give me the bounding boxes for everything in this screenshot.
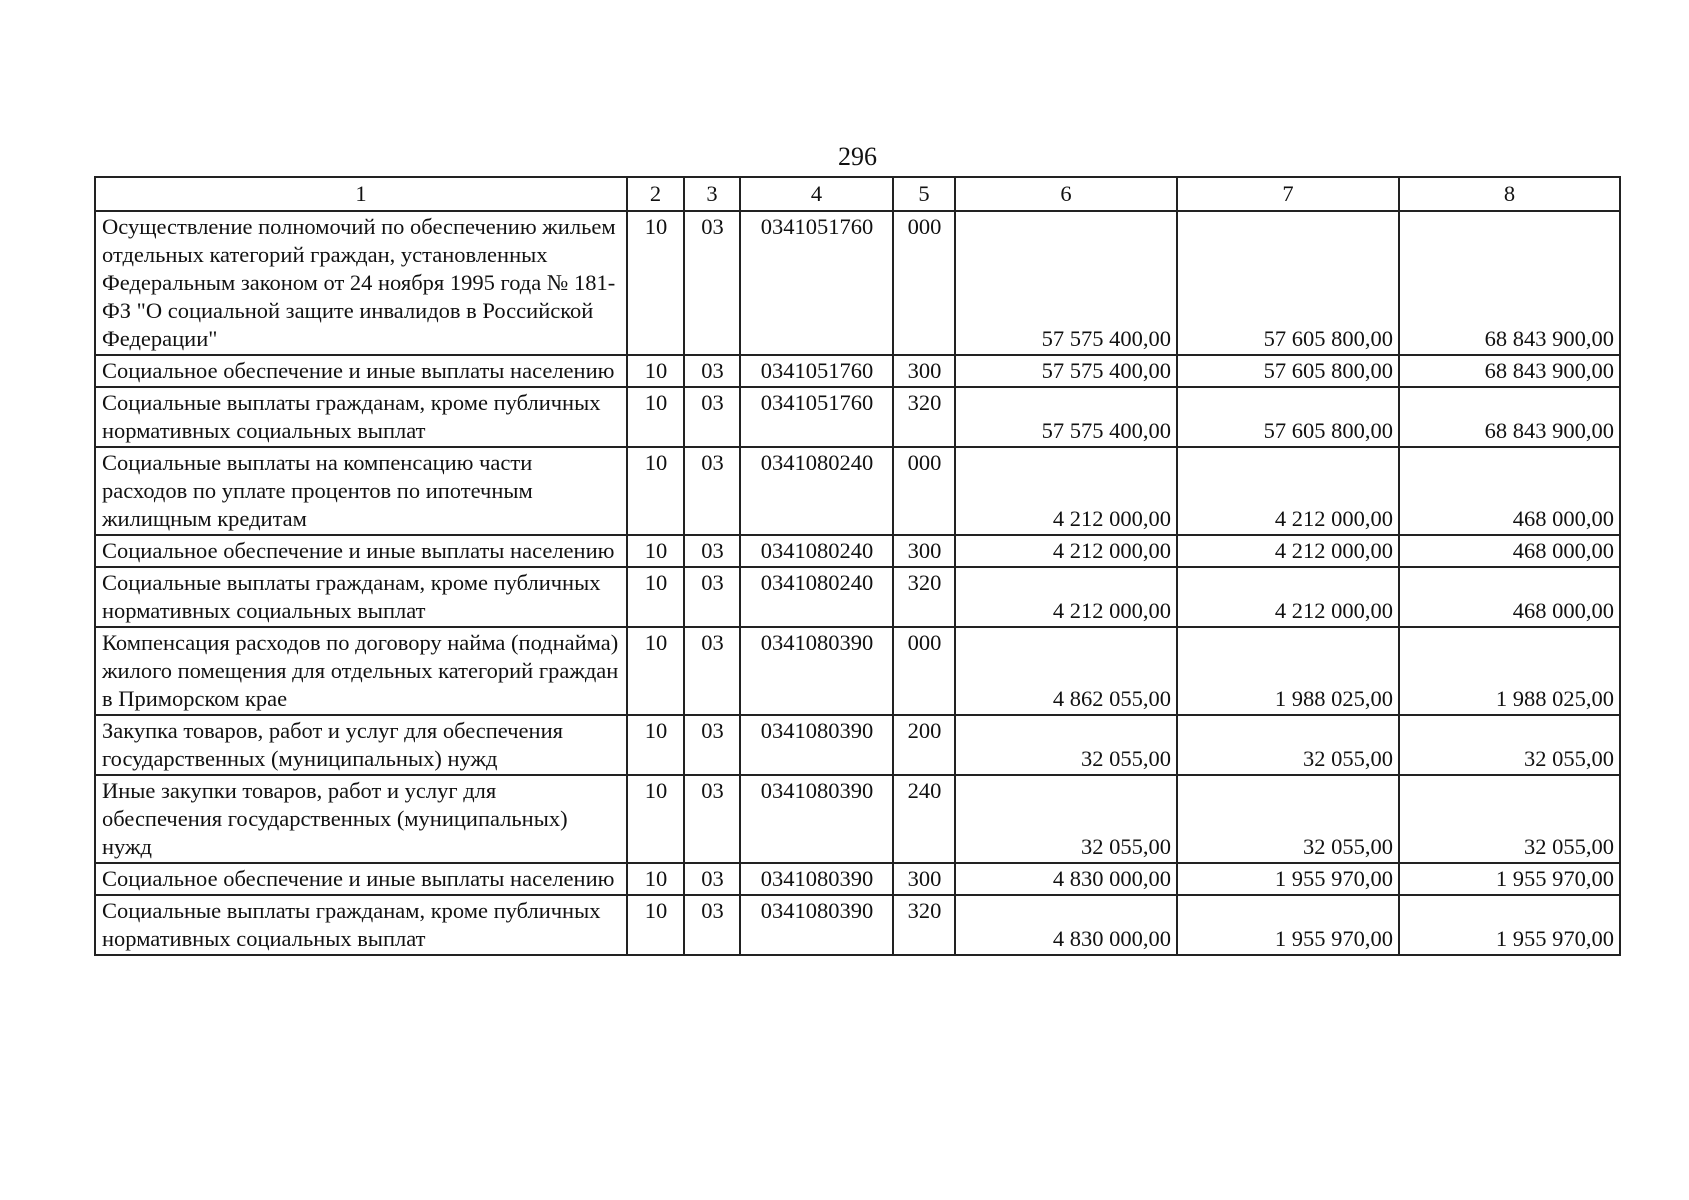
amount-year-3-cell: 32 055,00 [1399, 775, 1620, 863]
amount-year-2-cell: 4 212 000,00 [1177, 447, 1399, 535]
column-header: 2 [627, 177, 684, 211]
section-code-cell: 10 [627, 775, 684, 863]
expense-type-cell: 300 [893, 535, 955, 567]
target-article-cell: 0341051760 [740, 355, 893, 387]
amount-year-3-cell: 468 000,00 [1399, 447, 1620, 535]
amount-year-2-cell: 1 955 970,00 [1177, 863, 1399, 895]
amount-year-3-cell: 1 955 970,00 [1399, 863, 1620, 895]
amount-year-3-cell: 68 843 900,00 [1399, 355, 1620, 387]
page-number: 296 [838, 142, 877, 171]
amount-year-2-cell: 32 055,00 [1177, 775, 1399, 863]
subsection-code-cell: 03 [684, 895, 740, 955]
amount-year-1-cell: 4 830 000,00 [955, 895, 1177, 955]
table-row [95, 387, 1620, 447]
expense-name-cell: Иные закупки товаров, работ и услуг для обеспечения государственных (муниципальных) нужд [95, 775, 627, 863]
subsection-code-cell: 03 [684, 211, 740, 355]
amount-year-3-cell: 468 000,00 [1399, 535, 1620, 567]
expense-name-cell: Осуществление полномочий по обеспечению жильем отдельных категорий граждан, установленных Федеральным законом от 24 ноября 1995 года № 181-ФЗ "О социальной защите инвалидов в Российской Федерации" [95, 211, 627, 355]
subsection-code-cell: 03 [684, 387, 740, 447]
target-article-cell: 0341080390 [740, 715, 893, 775]
amount-year-2-cell: 57 605 800,00 [1177, 355, 1399, 387]
section-code-cell: 10 [627, 211, 684, 355]
table-row [95, 895, 1620, 955]
expense-type-cell: 200 [893, 715, 955, 775]
target-article-cell: 0341080240 [740, 447, 893, 535]
section-code-cell: 10 [627, 715, 684, 775]
amount-year-3-cell: 68 843 900,00 [1399, 211, 1620, 355]
amount-year-2-cell: 1 955 970,00 [1177, 895, 1399, 955]
expense-name-cell: Закупка товаров, работ и услуг для обеспечения государственных (муниципальных) нужд [95, 715, 627, 775]
amount-year-1-cell: 4 212 000,00 [955, 447, 1177, 535]
section-code-cell: 10 [627, 627, 684, 715]
amount-year-1-cell: 57 575 400,00 [955, 387, 1177, 447]
section-code-cell: 10 [627, 387, 684, 447]
budget-table [94, 176, 1621, 956]
expense-type-cell: 320 [893, 387, 955, 447]
amount-year-3-cell: 1 955 970,00 [1399, 895, 1620, 955]
amount-year-3-cell: 1 988 025,00 [1399, 627, 1620, 715]
amount-year-1-cell: 4 212 000,00 [955, 535, 1177, 567]
expense-type-cell: 000 [893, 627, 955, 715]
amount-year-1-cell: 32 055,00 [955, 775, 1177, 863]
table-row [95, 211, 1620, 355]
amount-year-1-cell: 57 575 400,00 [955, 355, 1177, 387]
table-row [95, 535, 1620, 567]
section-code-cell: 10 [627, 355, 684, 387]
target-article-cell: 0341080390 [740, 775, 893, 863]
expense-name-cell: Социальные выплаты гражданам, кроме публичных нормативных социальных выплат [95, 387, 627, 447]
expense-type-cell: 320 [893, 567, 955, 627]
column-header: 8 [1399, 177, 1620, 211]
expense-name-cell: Социальные выплаты гражданам, кроме публичных нормативных социальных выплат [95, 567, 627, 627]
subsection-code-cell: 03 [684, 715, 740, 775]
expense-name-cell: Компенсация расходов по договору найма (поднайма) жилого помещения для отдельных категорий граждан в Приморском крае [95, 627, 627, 715]
expense-type-cell: 320 [893, 895, 955, 955]
target-article-cell: 0341080390 [740, 895, 893, 955]
column-header: 5 [893, 177, 955, 211]
target-article-cell: 0341080390 [740, 863, 893, 895]
header-row [95, 177, 1620, 211]
amount-year-2-cell: 4 212 000,00 [1177, 535, 1399, 567]
target-article-cell: 0341080240 [740, 567, 893, 627]
expense-type-cell: 000 [893, 447, 955, 535]
subsection-code-cell: 03 [684, 567, 740, 627]
table-row [95, 775, 1620, 863]
subsection-code-cell: 03 [684, 627, 740, 715]
amount-year-3-cell: 68 843 900,00 [1399, 387, 1620, 447]
section-code-cell: 10 [627, 895, 684, 955]
column-header: 1 [95, 177, 627, 211]
column-header: 4 [740, 177, 893, 211]
table-row [95, 447, 1620, 535]
table-row [95, 627, 1620, 715]
amount-year-1-cell: 4 212 000,00 [955, 567, 1177, 627]
amount-year-2-cell: 32 055,00 [1177, 715, 1399, 775]
expense-name-cell: Социальные выплаты на компенсацию части расходов по уплате процентов по ипотечным жилищным кредитам [95, 447, 627, 535]
amount-year-3-cell: 32 055,00 [1399, 715, 1620, 775]
column-header: 6 [955, 177, 1177, 211]
subsection-code-cell: 03 [684, 863, 740, 895]
subsection-code-cell: 03 [684, 447, 740, 535]
section-code-cell: 10 [627, 447, 684, 535]
expense-name-cell: Социальное обеспечение и иные выплаты населению [95, 355, 627, 387]
expense-name-cell: Социальное обеспечение и иные выплаты населению [95, 863, 627, 895]
amount-year-1-cell: 4 862 055,00 [955, 627, 1177, 715]
target-article-cell: 0341080390 [740, 627, 893, 715]
target-article-cell: 0341051760 [740, 387, 893, 447]
section-code-cell: 10 [627, 535, 684, 567]
amount-year-2-cell: 1 988 025,00 [1177, 627, 1399, 715]
target-article-cell: 0341051760 [740, 211, 893, 355]
table-row [95, 863, 1620, 895]
table-row [95, 567, 1620, 627]
amount-year-2-cell: 57 605 800,00 [1177, 211, 1399, 355]
table-row [95, 715, 1620, 775]
section-code-cell: 10 [627, 863, 684, 895]
expense-type-cell: 240 [893, 775, 955, 863]
column-header: 3 [684, 177, 740, 211]
subsection-code-cell: 03 [684, 535, 740, 567]
column-header: 7 [1177, 177, 1399, 211]
subsection-code-cell: 03 [684, 355, 740, 387]
amount-year-1-cell: 32 055,00 [955, 715, 1177, 775]
table-row [95, 355, 1620, 387]
expense-type-cell: 300 [893, 355, 955, 387]
amount-year-3-cell: 468 000,00 [1399, 567, 1620, 627]
section-code-cell: 10 [627, 567, 684, 627]
subsection-code-cell: 03 [684, 775, 740, 863]
amount-year-2-cell: 57 605 800,00 [1177, 387, 1399, 447]
expense-type-cell: 300 [893, 863, 955, 895]
expense-name-cell: Социальное обеспечение и иные выплаты населению [95, 535, 627, 567]
amount-year-1-cell: 57 575 400,00 [955, 211, 1177, 355]
expense-type-cell: 000 [893, 211, 955, 355]
amount-year-2-cell: 4 212 000,00 [1177, 567, 1399, 627]
target-article-cell: 0341080240 [740, 535, 893, 567]
amount-year-1-cell: 4 830 000,00 [955, 863, 1177, 895]
expense-name-cell: Социальные выплаты гражданам, кроме публичных нормативных социальных выплат [95, 895, 627, 955]
